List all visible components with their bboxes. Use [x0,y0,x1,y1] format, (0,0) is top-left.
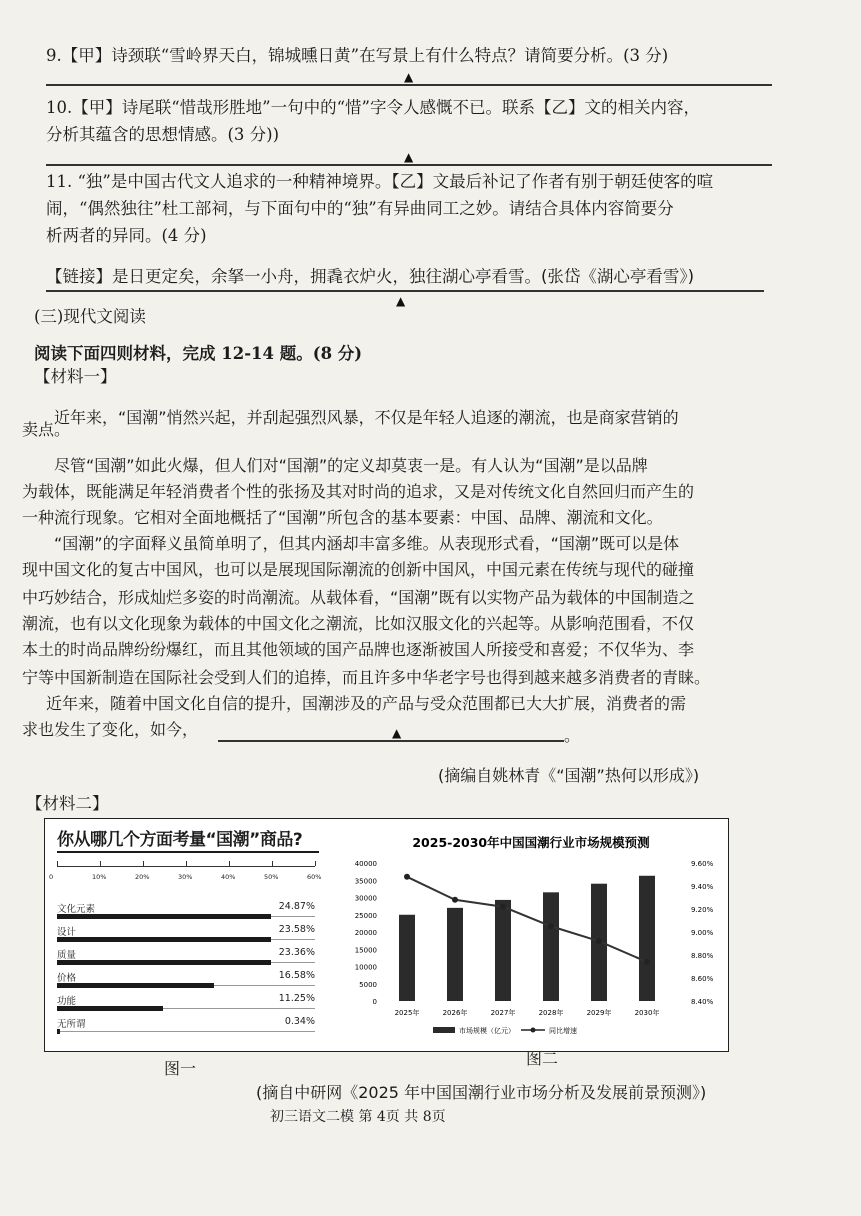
material-1-title: 【材料一】 [34,367,117,386]
value-label: 16.58% [278,970,315,981]
value-label: 11.25% [278,993,315,1004]
bar-track [57,1031,315,1032]
bar [57,960,271,965]
question-11-line3: 析两者的异同。(4 分) [46,226,207,245]
x-tick-label: 50% [264,873,279,881]
line-point [404,874,410,880]
answer-blank-marker: ▲ [404,150,414,164]
paragraph-line: 卖点。 [22,420,71,439]
fill-blank-line [218,740,564,742]
category-label: 质量 [57,950,77,961]
answer-blank-marker: ▲ [396,294,406,308]
material-2-title: 【材料二】 [26,794,109,813]
blank-period: 。 [564,726,581,745]
category-label: 文化元素 [57,904,96,915]
material-1-source: (摘编自姚林青《“国潮”热何以形成》) [438,766,700,785]
paragraph-line: 一种流行现象。它相对全面地概括了“国潮”所包含的基本要素：中国、品牌、潮流和文化。 [22,508,663,527]
answer-line [46,290,764,292]
line-point [452,897,458,903]
bar [57,983,214,988]
x-tick-label: 2030年 [634,1009,660,1017]
bar-row [57,901,315,921]
line-point [644,959,650,965]
title-rule [57,851,319,853]
answer-blank-marker: ▲ [392,726,402,740]
paragraph-line: 宁等中国新制造在国际社会受到人们的追捧，而且许多中华老字号也得到越来越多消费者的青睐。 [22,668,711,687]
y-left-tick-label: 15000 [354,946,377,955]
x-tick-label: 20% [135,873,150,881]
link-quote: 【链接】是日更定矣，余拏一小舟，拥毳衣炉火，独往湖心亭看雪。(张岱《湖心亭看雪》) [46,267,695,286]
y-left-tick-label: 25000 [354,911,377,920]
growth-line [407,877,647,962]
y-left-tick-label: 30000 [354,894,377,903]
y-right-tick-label: 9.20% [691,906,714,914]
chart-title: 2025-2030年中国国潮行业市场规模预测 [412,835,650,850]
y-left-tick-label: 35000 [354,877,377,886]
x-tick [315,861,316,866]
legend-label: 市场规模（亿元） [459,1027,515,1035]
x-tick-label: 60% [307,873,322,881]
paragraph-line: 求也发生了变化，如今， [22,720,199,739]
x-axis-line [57,866,315,867]
category-label: 无所谓 [57,1019,86,1030]
paragraph-line: 近年来，“国潮”悄然兴起，并刮起强烈风暴，不仅是年轻人追逐的潮流，也是商家营销的 [54,408,679,427]
category-label: 设计 [57,927,77,938]
bar-row [57,970,315,990]
y-right-tick-label: 9.40% [691,883,714,891]
paragraph-line: 为载体，既能满足年轻消费者个性的张扬及其对时尚的追求，又是对传统文化自然回归而产生的 [22,482,695,501]
x-tick-label: 2029年 [586,1009,612,1017]
x-tick-label: 2026年 [442,1009,468,1017]
y-right-tick-label: 8.60% [691,975,714,983]
legend-marker [531,1028,536,1033]
bar [447,908,463,1001]
y-right-tick-label: 9.00% [691,929,714,937]
page-footer: 初三语文二模 第 4页 共 8页 [270,1109,446,1125]
question-10-line1: 10.【甲】诗尾联“惜哉形胜地”一句中的“惜”字令人感慨不已。联系【乙】文的相关内容， [46,98,700,117]
figure-1 [45,819,335,1051]
question-10-line2: 分析其蕴含的思想情感。(3 分)) [46,125,280,144]
question-9: 9.【甲】诗颈联“雪岭界天白，锦城曛日黄”在写景上有什么特点？请简要分析。(3 分) [46,46,669,65]
bar [399,915,415,1001]
value-label: 23.36% [278,947,315,958]
line-point [548,923,554,929]
y-right-tick-label: 8.40% [691,998,714,1006]
figure-2-caption: 图二 [526,1049,559,1068]
bar-row [57,1016,315,1036]
value-label: 23.58% [278,924,315,935]
paragraph-line: 潮流，也有以文化现象为载体的中国文化之潮流，比如汉服文化的兴起等。从影响范围看，不仅 [22,614,695,633]
x-tick-label: 2027年 [490,1009,516,1017]
figure-2 [341,819,726,1049]
figure-1-caption: 图一 [164,1059,197,1078]
bar [57,937,271,942]
x-tick-label: 2028年 [538,1009,564,1017]
bar-row [57,924,315,944]
bar [495,900,511,1001]
x-tick-label: 2025年 [394,1009,420,1017]
x-tick-label: 10% [92,873,107,881]
figure-box [44,818,729,1052]
answer-line [46,164,772,166]
bar-row [57,993,315,1013]
category-label: 价格 [57,973,77,984]
legend-label: 同比增速 [549,1027,577,1035]
legend-swatch-bar [433,1027,455,1033]
value-label: 0.34% [284,1016,315,1027]
figure-source: (摘自中研网《2025 年中国国潮行业市场分析及发展前景预测》) [256,1083,707,1102]
chart-title: 你从哪几个方面考量“国潮”商品? [57,830,303,850]
bar-row [57,947,315,967]
paragraph-line: 近年来，随着中国文化自信的提升，国潮涉及的产品与受众范围都已大大扩展，消费者的需 [46,694,687,713]
y-left-tick-label: 20000 [354,929,377,937]
x-tick-label: 30% [178,873,193,881]
line-point [596,938,602,944]
y-left-tick-label: 0 [372,998,377,1006]
answer-blank-marker: ▲ [404,70,414,84]
x-tick-label: 0 [49,873,54,881]
y-left-tick-label: 10000 [354,963,377,972]
section-3-instructions: 阅读下面四则材料，完成 12-14 题。(8 分) [34,344,363,363]
answer-line [46,84,772,86]
section-3-title: (三)现代文阅读 [34,307,146,326]
x-axis [49,861,322,889]
question-11-line2: 闹，“偶然独往”杜工部祠，与下面句中的“独”有异曲同工之妙。请结合具体内容简要分 [46,199,674,218]
paragraph-line: 现中国文化的复古中国风，也可以是展现国际潮流的创新中国风，中国元素在传统与现代的碰撞 [22,560,695,579]
paragraph-line: 尽管“国潮”如此火爆，但人们对“国潮”的定义却莫衷一是。有人认为“国潮”是以品牌 [54,456,648,475]
paragraph-line: 中巧妙结合，形成灿烂多姿的时尚潮流。从载体看，“国潮”既有以实物产品为载体的中国制造之 [22,588,695,607]
bar [543,892,559,1001]
x-tick-label: 40% [221,873,236,881]
paragraph-line: 本土的时尚品牌纷纷爆红，而且其他领域的国产品牌也逐渐被国人所接受和喜爱；不仅华为、李 [22,640,695,659]
value-label: 24.87% [278,901,315,912]
paragraph-line: “国潮”的字面释义虽简单明了，但其内涵却丰富多维。从表现形式看，“国潮”既可以是体 [54,534,680,553]
y-left-tick-label: 40000 [354,860,377,868]
line-point [500,904,506,910]
y-left-tick-label: 5000 [359,980,377,989]
y-right-tick-label: 9.60% [691,860,714,868]
question-11-line1: 11. “独”是中国古代文人追求的一种精神境界。【乙】文最后补记了作者有别于朝廷使客的喧 [46,172,714,191]
category-label: 功能 [57,996,77,1007]
y-right-tick-label: 8.80% [691,952,714,960]
bar [639,876,655,1001]
